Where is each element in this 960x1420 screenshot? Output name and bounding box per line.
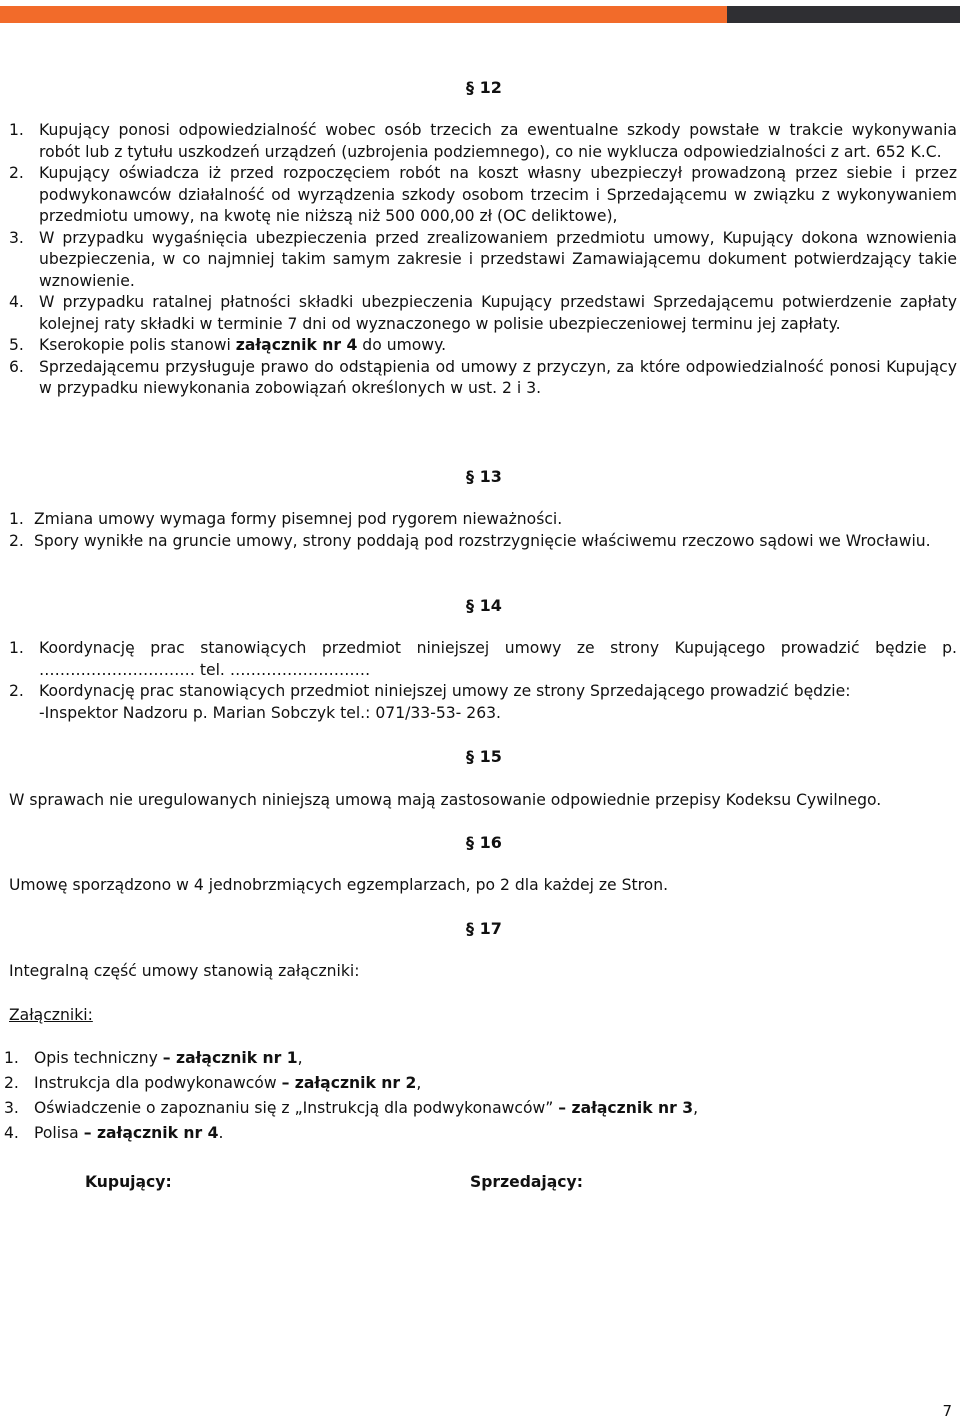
item-number: 2. <box>4 1074 19 1092</box>
attachment-title: Oświadczenie o zapoznaniu się z „Instrukcją dla podwykonawców” <box>34 1099 559 1117</box>
attachment-tail: , <box>693 1099 699 1117</box>
attachment-dash: – <box>558 1099 572 1117</box>
list-item <box>9 120 957 163</box>
list-item <box>4 1071 904 1096</box>
attachment-tail: . <box>218 1124 224 1142</box>
item-number: 3. <box>4 1099 19 1117</box>
list-item <box>9 228 957 293</box>
section-15-heading: § 15 <box>466 747 502 766</box>
attachment-dash: – <box>281 1074 295 1092</box>
section-12-heading: § 12 <box>466 78 502 97</box>
item-number: 4. <box>4 1124 19 1142</box>
section-15-text: W sprawach nie uregulowanych niniejszą umową mają zastosowanie odpowiednie przepisy Kodeksu Cywilnego. <box>9 791 882 809</box>
item-number: 1. <box>4 1049 19 1067</box>
section-16-heading: § 16 <box>466 833 502 852</box>
attachment-dash: – <box>83 1124 97 1142</box>
list-item <box>4 1096 904 1121</box>
attachments-label: Załączniki: <box>9 1006 93 1024</box>
list-item <box>9 638 957 681</box>
attachment-reference: załącznik nr 3 <box>571 1099 694 1117</box>
list-item <box>9 335 957 357</box>
attachments-list <box>4 1046 904 1146</box>
section-17-intro: Integralną część umowy stanowią załączniki: <box>9 962 360 980</box>
attachment-reference: załącznik nr 4 <box>235 336 358 354</box>
item-number: 6. <box>9 357 24 376</box>
list-item <box>9 163 957 228</box>
item-number: 3. <box>9 228 24 247</box>
item-number: 1. <box>9 121 24 139</box>
header-bar-dark <box>727 6 960 23</box>
section-14-heading: § 14 <box>466 596 502 615</box>
item-number: 2. <box>9 164 24 182</box>
attachment-tail: , <box>416 1074 422 1092</box>
section-16-text: Umowę sporządzono w 4 jednobrzmiących egzemplarzach, po 2 dla każdej ze Stron. <box>9 876 669 894</box>
attachment-reference: załącznik nr 2 <box>294 1074 417 1092</box>
list-item <box>4 1046 904 1071</box>
list-item <box>4 1121 904 1146</box>
item-number: 1. <box>9 510 24 528</box>
buyer-signature-label: Kupujący: <box>85 1173 172 1191</box>
item-text: Koordynację prac stanowiących przedmiot niniejszej umowy ze strony Kupującego prowadzić będzie p. ………………………… tel. ……………………… <box>39 639 957 679</box>
list-item <box>9 531 957 553</box>
item-text: Kupujący ponosi odpowiedzialność wobec osób trzecich za ewentualne szkody powstałe w trakcie wykonywania robót lub z tytułu uszkodzeń urządzeń (uzbrojenia podziemnego), co nie wyklucza odpowiedzialności z art. 652 K.C. <box>39 121 957 161</box>
attachment-title: Polisa <box>34 1124 84 1142</box>
item-number: 4. <box>9 293 24 311</box>
item-text: Kserokopie polis stanowi <box>39 336 236 354</box>
header-bar-orange <box>0 6 727 23</box>
item-text: Zmiana umowy wymaga formy pisemnej pod rygorem nieważności. <box>34 510 563 528</box>
attachment-reference: załącznik nr 1 <box>176 1049 298 1067</box>
coordinator-line: -Inspektor Nadzoru p. Marian Sobczyk tel.: 071/33-53- 263. <box>39 703 501 722</box>
item-text: Koordynację prac stanowiących przedmiot niniejszej umowy ze strony Sprzedającego prowadzić będzie: <box>39 682 851 700</box>
section-13-heading: § 13 <box>466 467 502 486</box>
section-17-heading: § 17 <box>466 919 502 938</box>
item-text: Kupujący oświadcza iż przed rozpoczęciem robót na koszt własny ubezpieczył prowadzoną przez siebie i przez podwykonawców działalność od wyrządzenia szkody osobom trzecim i Sprzedającemu w związku z wykonywaniem przedmiotu umowy, na kwotę nie niższą niż 500 000,00 zł (OC deliktowe), <box>39 164 957 225</box>
header-bar <box>0 6 960 23</box>
attachment-reference: załącznik nr 4 <box>96 1124 219 1142</box>
page-number: 7 <box>942 1402 952 1420</box>
list-item <box>9 509 957 531</box>
item-number: 5. <box>9 336 24 354</box>
attachment-title: Instrukcja dla podwykonawców <box>34 1074 282 1092</box>
section-13-body <box>9 509 957 552</box>
section-12-body <box>9 120 957 400</box>
section-14-body <box>9 638 957 724</box>
attachment-dash: – <box>162 1049 177 1067</box>
list-item <box>9 357 957 400</box>
item-text-tail: do umowy. <box>357 336 447 354</box>
attachment-title: Opis techniczny <box>34 1049 163 1067</box>
item-number: 2. <box>9 682 24 700</box>
item-number: 2. <box>9 531 24 550</box>
list-item <box>9 292 957 335</box>
item-text: W przypadku ratalnej płatności składki ubezpieczenia Kupujący przedstawi Sprzedającemu potwierdzenie zapłaty kolejnej raty składki w terminie 7 dni od wyznaczonego w polisie ubezpieczeniowej terminu jej zapłaty. <box>39 293 957 333</box>
item-text: Spory wynikłe na gruncie umowy, strony poddają pod rozstrzygnięcie właściwemu rzeczowo sądowi we Wrocławiu. <box>34 531 931 550</box>
item-text: Sprzedającemu przysługuje prawo do odstąpienia od umowy z przyczyn, za które odpowiedzialność ponosi Kupujący w przypadku niewykonania zobowiązań określonych w ust. 2 i 3. <box>39 357 957 397</box>
attachment-tail: , <box>297 1049 303 1067</box>
item-text: W przypadku wygaśnięcia ubezpieczenia przed zrealizowaniem przedmiotu umowy, Kupujący dokona wznowienia ubezpieczenia, w co najmniej takim samym zakresie i przedstawi Zamawiającemu dokument potwierdzający takie wznowienie. <box>39 228 957 290</box>
list-item <box>9 681 957 724</box>
seller-signature-label: Sprzedający: <box>470 1173 583 1191</box>
item-number: 1. <box>9 639 24 657</box>
